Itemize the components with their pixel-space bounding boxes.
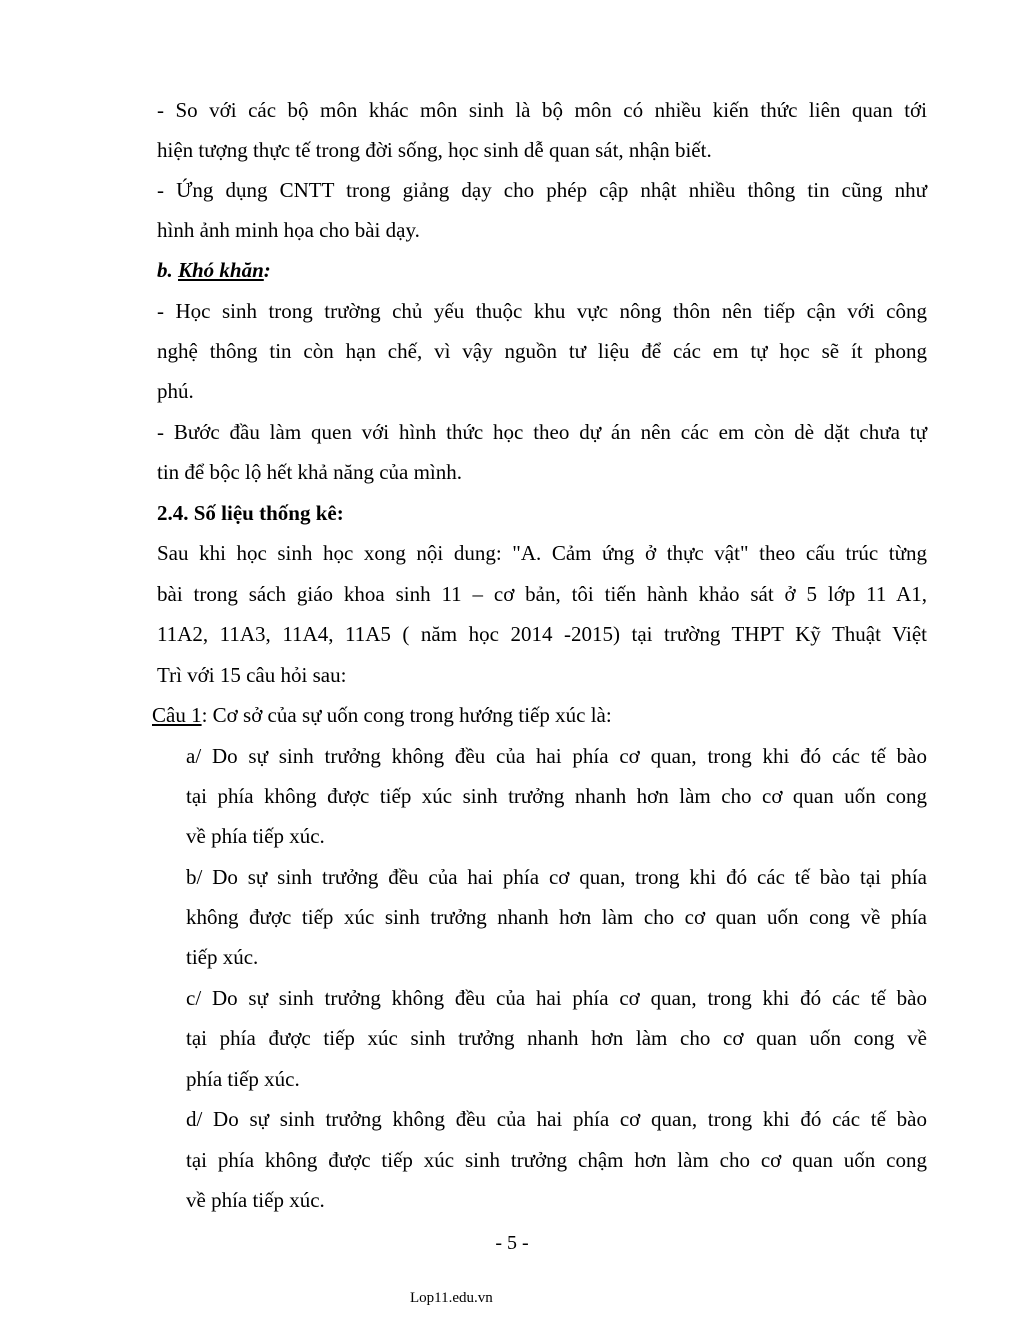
option-b-line: tiếp xúc. <box>186 945 259 969</box>
paragraph-line: hình ảnh minh họa cho bài dạy. <box>157 218 420 242</box>
option-d-line: về phía tiếp xúc. <box>186 1188 325 1212</box>
option-c-line: phía tiếp xúc. <box>186 1067 300 1091</box>
paragraph-line: bài trong sách giáo khoa sinh 11 – cơ bản, tôi tiến hành khảo sát ở 5 lớp 11 A1, <box>157 582 927 606</box>
footer-site: Lop11.edu.vn <box>410 1290 493 1306</box>
paragraph-line: hiện tượng thực tế trong đời sống, học sinh dễ quan sát, nhận biết. <box>157 138 712 162</box>
paragraph-line: 11A2, 11A3, 11A4, 11A5 ( năm học 2014 -2015) tại trường THPT Kỹ Thuật Việt <box>157 622 927 646</box>
section-heading-statistics: 2.4. Số liệu thống kê: <box>157 501 344 525</box>
option-b-line: không được tiếp xúc sinh trưởng nhanh hơn làm cho cơ quan uốn cong về phía <box>186 905 927 929</box>
option-a-line: về phía tiếp xúc. <box>186 824 325 848</box>
option-d-line: tại phía không được tiếp xúc sinh trưởng chậm hơn làm cho cơ quan uốn cong <box>186 1148 927 1172</box>
page-number: - 5 - <box>495 1232 529 1254</box>
heading-colon: : <box>263 258 271 282</box>
option-c-line: tại phía được tiếp xúc sinh trưởng nhanh hơn làm cho cơ quan uốn cong về <box>186 1026 927 1050</box>
heading-title: Khó khăn <box>178 258 264 282</box>
option-a-line: a/ Do sự sinh trưởng không đều của hai phía cơ quan, trong khi đó các tế bào <box>186 744 927 768</box>
paragraph-line: Sau khi học sinh học xong nội dung: "A. Cảm ứng ở thực vật" theo cấu trúc từng <box>157 541 927 565</box>
option-a-line: tại phía không được tiếp xúc sinh trưởng nhanh hơn làm cho cơ quan uốn cong <box>186 784 927 808</box>
question-label: Câu 1 <box>152 703 202 727</box>
paragraph-line: nghệ thông tin còn hạn chế, vì vậy nguồn tư liệu để các em tự học sẽ ít phong <box>157 339 927 363</box>
paragraph-line: Trì với 15 câu hỏi sau: <box>157 663 347 687</box>
option-c-line: c/ Do sự sinh trưởng không đều của hai phía cơ quan, trong khi đó các tế bào <box>186 986 927 1010</box>
paragraph-line: - Ứng dụng CNTT trong giảng dạy cho phép cập nhật nhiều thông tin cũng như <box>157 178 927 202</box>
heading-prefix: b. <box>157 258 178 282</box>
option-d-line: d/ Do sự sinh trưởng không đều của hai phía cơ quan, trong khi đó các tế bào <box>186 1107 927 1131</box>
section-heading-difficulties <box>157 256 927 284</box>
paragraph-line: - Học sinh trong trường chủ yếu thuộc khu vực nông thôn nên tiếp cận với công <box>157 299 927 323</box>
paragraph-line: - So với các bộ môn khác môn sinh là bộ môn có nhiều kiến thức liên quan tới <box>157 98 927 122</box>
question-text: : Cơ sở của sự uốn cong trong hướng tiếp xúc là: <box>201 703 612 727</box>
paragraph-line: tin để bộc lộ hết khả năng của mình. <box>157 460 463 484</box>
paragraph-line: - Bước đầu làm quen với hình thức học theo dự án nên các em còn dè dặt chưa tự <box>157 420 927 444</box>
question-1 <box>152 701 612 729</box>
paragraph-line: phú. <box>157 379 194 403</box>
option-b-line: b/ Do sự sinh trưởng đều của hai phía cơ quan, trong khi đó các tế bào tại phía <box>186 865 927 889</box>
